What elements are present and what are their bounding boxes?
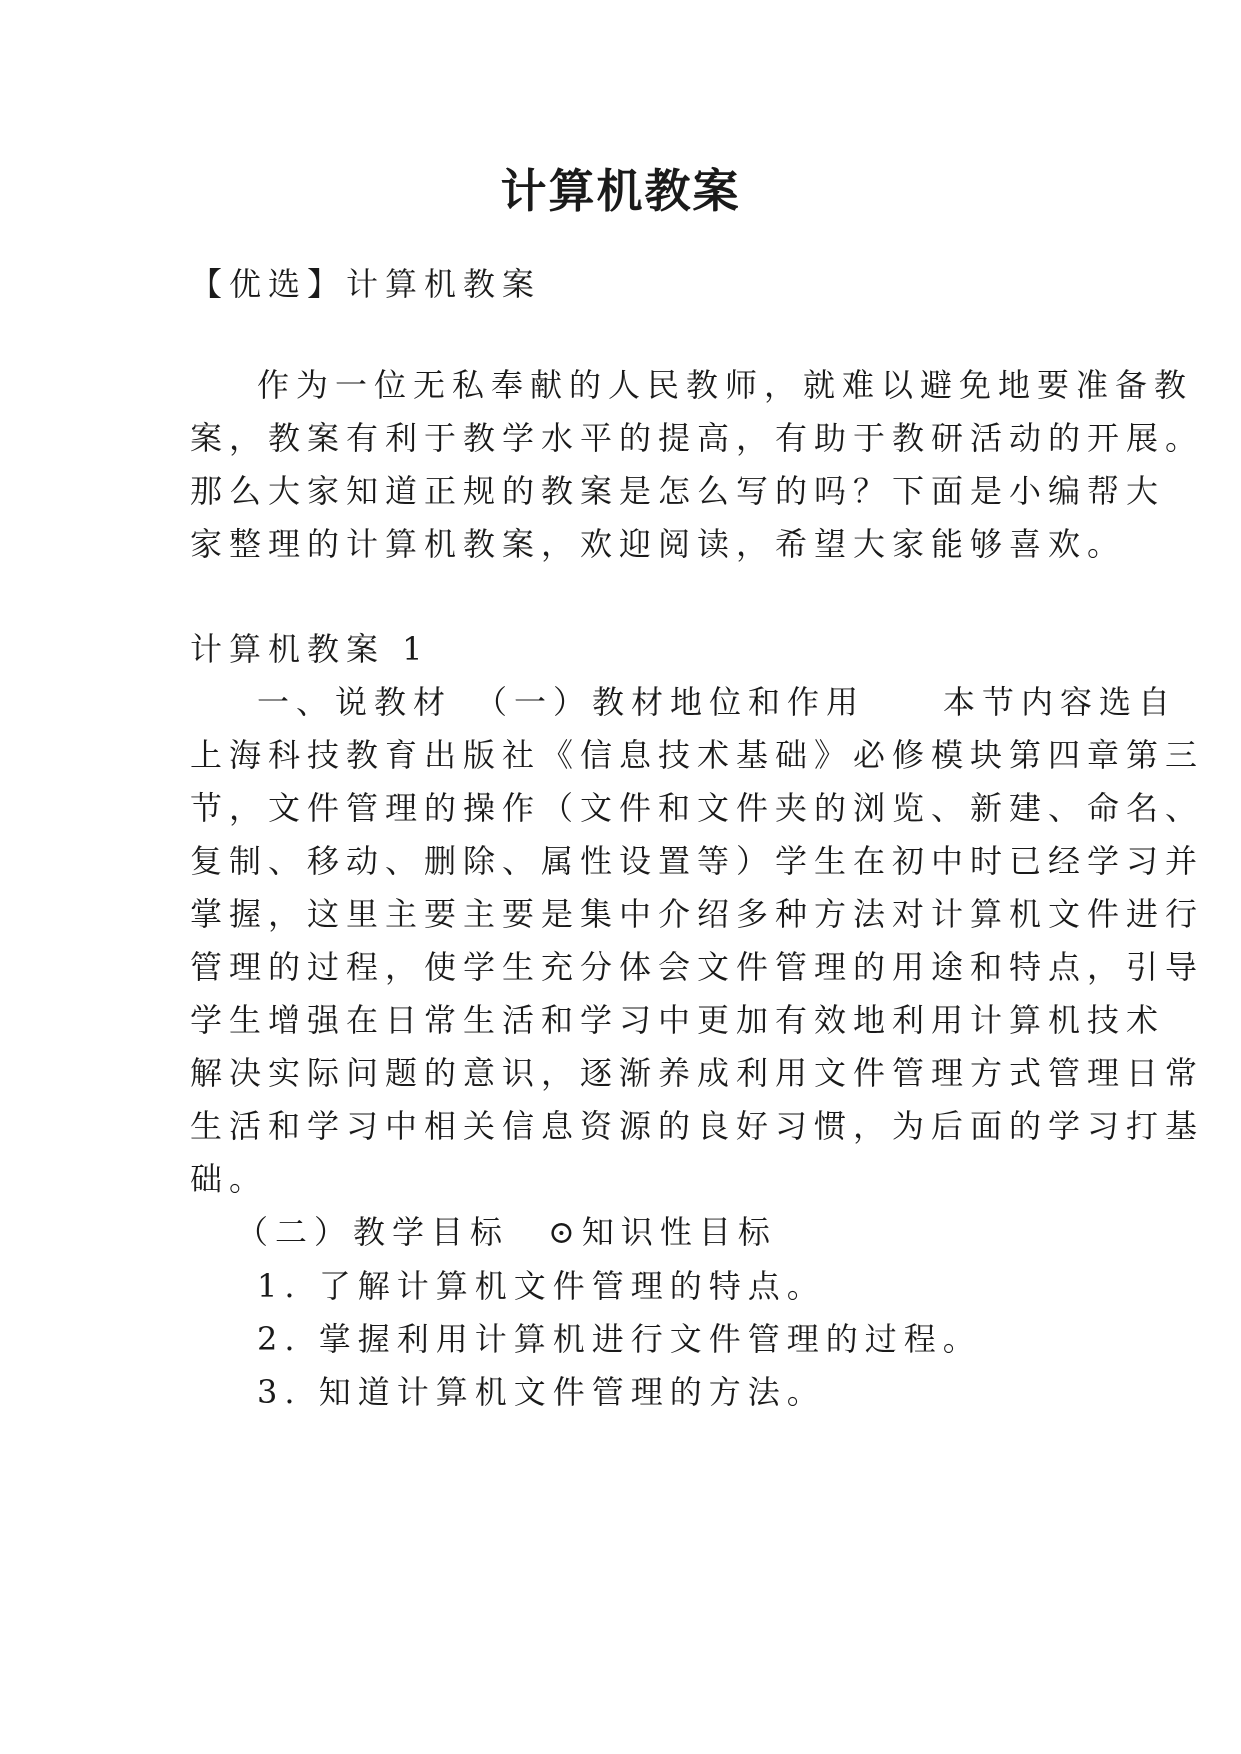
intro-line: 那么大家知道正规的教案是怎么写的吗？下面是小编帮大 xyxy=(190,472,1166,510)
section-heading: 计算机教案 1 xyxy=(190,630,430,668)
body-line: 管理的过程，使学生充分体会文件管理的用途和特点，引导 xyxy=(190,948,1205,986)
goal-item: 2. 掌握利用计算机进行文件管理的过程。 xyxy=(257,1320,982,1358)
body-line: 上海科技教育出版社《信息技术基础》必修模块第四章第三 xyxy=(190,736,1205,774)
intro-line: 作为一位无私奉献的人民教师，就难以避免地要准备教 xyxy=(257,366,1194,404)
body-line: 一、说教材 （一）教材地位和作用 本节内容选自 xyxy=(257,683,1178,721)
body-line: 掌握，这里主要主要是集中介绍多种方法对计算机文件进行 xyxy=(190,895,1205,933)
goal-item: 3. 知道计算机文件管理的方法。 xyxy=(257,1373,826,1411)
document-subtitle: 【优选】计算机教案 xyxy=(190,265,542,303)
intro-line: 家整理的计算机教案，欢迎阅读，希望大家能够喜欢。 xyxy=(190,525,1127,563)
body-line: 学生增强在日常生活和学习中更加有效地利用计算机技术 xyxy=(190,1001,1166,1039)
intro-line: 案，教案有利于教学水平的提高，有助于教研活动的开展。 xyxy=(190,419,1205,457)
goal-item: 1. 了解计算机文件管理的特点。 xyxy=(257,1267,826,1305)
body-line: 节，文件管理的操作（文件和文件夹的浏览、新建、命名、 xyxy=(190,789,1205,827)
body-line: 础。 xyxy=(190,1160,269,1198)
document-title: 计算机教案 xyxy=(500,164,741,218)
goals-heading: （二）教学目标 ⊙知识性目标 xyxy=(236,1213,777,1251)
body-line: 生活和学习中相关信息资源的良好习惯，为后面的学习打基 xyxy=(190,1107,1205,1145)
body-line: 复制、移动、删除、属性设置等）学生在初中时已经学习并 xyxy=(190,842,1205,880)
body-line: 解决实际问题的意识，逐渐养成利用文件管理方式管理日常 xyxy=(190,1054,1205,1092)
